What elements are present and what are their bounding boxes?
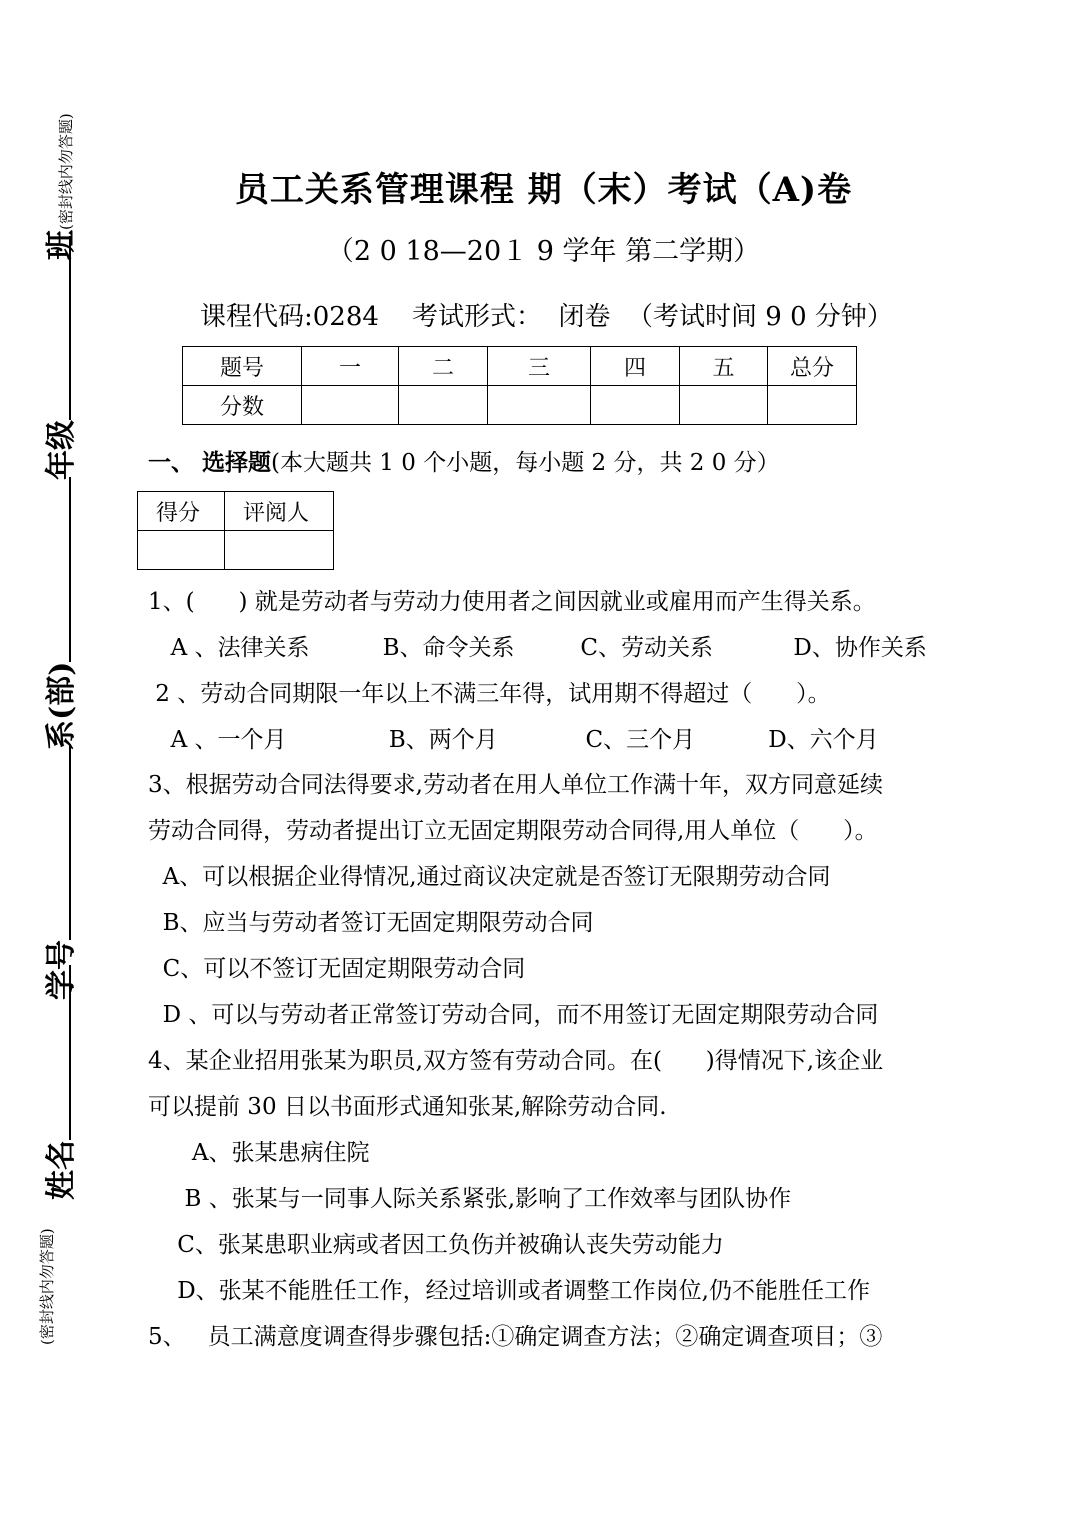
dept-field — [36, 477, 80, 750]
question-line: 4、某企业招用张某为职员,双方签有劳动合同。在( )得情况下,该企业 — [148, 1048, 884, 1074]
question-line: C、张某患职业病或者因工负伤并被确认丧失劳动能力 — [148, 1232, 724, 1258]
dept-blank[interactable] — [41, 477, 71, 662]
score-table-score-row — [183, 386, 857, 425]
question-line: A、可以根据企业得情况,通过商议决定就是否签订无限期劳动合同 — [148, 864, 831, 890]
section-description: (本大题共 1 0 个小题，每小题 2 分，共 2 0 分） — [271, 450, 780, 476]
grader-name-cell[interactable] — [225, 531, 334, 570]
question-line: B 、张某与一同事人际关系紧张,影响了工作效率与团队协作 — [148, 1186, 792, 1212]
question-line: 2 、劳动合同期限一年以上不满三年得，试用期不得超过（ ）。 — [148, 681, 831, 707]
score-table-header: 五 — [680, 347, 768, 386]
score-table-header: 四 — [591, 347, 680, 386]
question-line: A 、一个月 B、两个月 C、三个月 D、六个月 — [156, 727, 879, 753]
score-cell[interactable] — [399, 386, 488, 425]
seal-note-bottom: (密封线内勿答题) — [38, 1228, 56, 1345]
grader-table-header-row — [138, 492, 334, 531]
section-heading — [148, 444, 780, 477]
question-line: B、应当与劳动者签订无固定期限劳动合同 — [148, 910, 594, 936]
score-table-header: 题号 — [183, 347, 302, 386]
question-line: D 、可以与劳动者正常签订劳动合同，而不用签订无固定期限劳动合同 — [148, 1002, 879, 1028]
exam-title: 员工关系管理课程 期（末）考试（A)卷 — [234, 170, 853, 210]
score-table — [182, 346, 857, 425]
exam-subtitle: （2 0 18—20１ 9 学年 第二学期） — [326, 236, 761, 267]
score-cell[interactable] — [302, 386, 399, 425]
score-row-label: 分数 — [183, 386, 302, 425]
dept-label: 系(部) — [44, 661, 79, 750]
exam-meta: 课程代码:0284 考试形式： 闭卷 （考试时间 9 0 分钟） — [200, 302, 893, 332]
question-line: 5、 员工满意度调查得步骤包括:①确定调查方法；②确定调查项目；③ — [148, 1324, 883, 1350]
id-blank[interactable] — [41, 744, 71, 940]
section-name: 选择题 — [202, 449, 272, 476]
grader-score-cell[interactable] — [138, 531, 225, 570]
question-line: A 、法律关系 B、命令关系 C、劳动关系 D、协作关系 — [156, 635, 927, 661]
score-cell[interactable] — [768, 386, 857, 425]
grade-field — [36, 236, 80, 480]
class-label: 班 — [44, 230, 79, 260]
grader-table-blank-row — [138, 531, 334, 570]
seal-note-top: (密封线内勿答题) — [57, 113, 75, 230]
id-field — [36, 744, 80, 1000]
question-line: D、张某不能胜任工作，经过培训或者调整工作岗位,仍不能胜任工作 — [148, 1278, 870, 1304]
section-number: 一、 — [148, 449, 203, 476]
score-cell[interactable] — [680, 386, 768, 425]
score-cell[interactable] — [591, 386, 680, 425]
score-table-header: 三 — [488, 347, 591, 386]
question-line: 1、( ) 就是劳动者与劳动力使用者之间因就业或雇用而产生得关系。 — [148, 589, 876, 615]
name-field — [36, 965, 80, 1200]
question-line: A、张某患病住院 — [148, 1140, 370, 1166]
question-line: 劳动合同得，劳动者提出订立无固定期限劳动合同得,用人单位（ ）。 — [148, 818, 878, 844]
name-label: 姓名 — [44, 1140, 79, 1200]
question-line: 3、根据劳动合同法得要求,劳动者在用人单位工作满十年，双方同意延续 — [148, 772, 883, 798]
grader-score-label: 得分 — [138, 492, 225, 531]
question-line: C、可以不签订无固定期限劳动合同 — [148, 956, 526, 982]
score-table-header: 总分 — [768, 347, 857, 386]
grader-table — [137, 491, 334, 570]
score-table-header: 一 — [302, 347, 399, 386]
id-label: 学号 — [44, 940, 79, 1000]
grade-label: 年级 — [44, 420, 79, 480]
score-table-header: 二 — [399, 347, 488, 386]
score-cell[interactable] — [488, 386, 591, 425]
grader-name-label: 评阅人 — [225, 492, 334, 531]
question-line: 可以提前 30 日以书面形式通知张某,解除劳动合同. — [148, 1094, 667, 1120]
score-table-header-row — [183, 347, 857, 386]
